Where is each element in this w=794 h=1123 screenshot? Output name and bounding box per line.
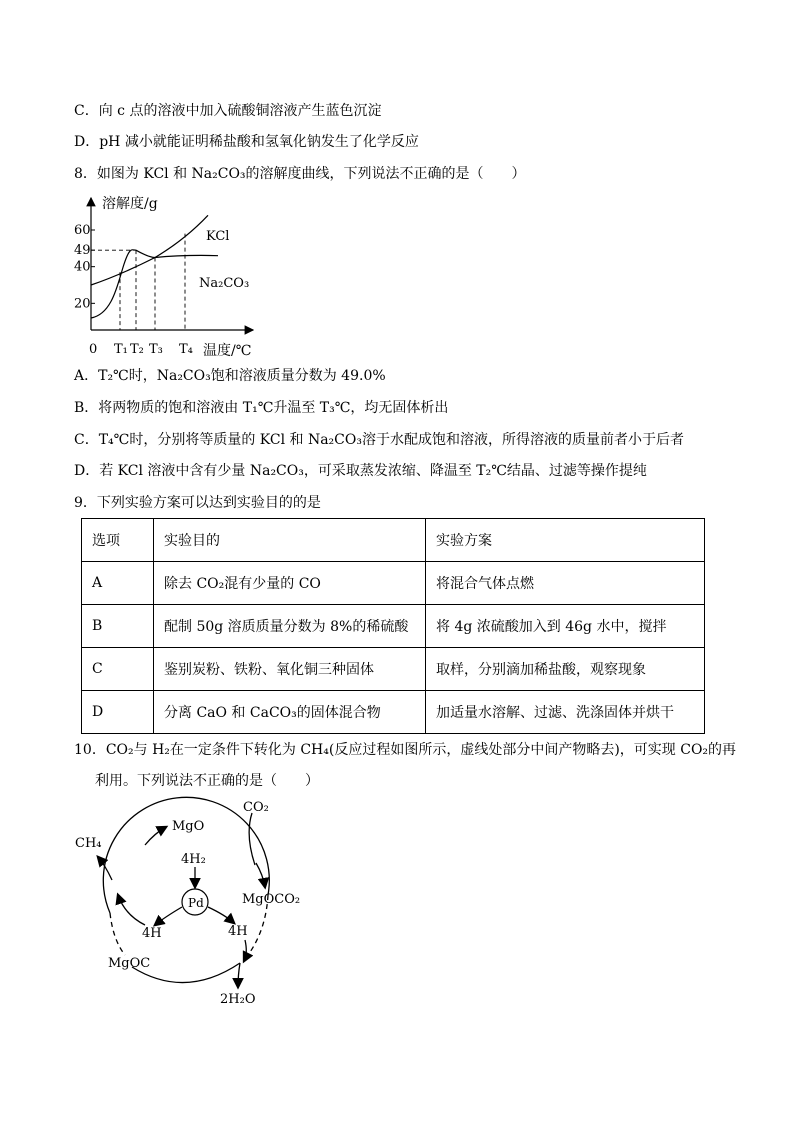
row-plan: 取样，分别滴加稀盐酸，观察现象 (426, 648, 705, 691)
row-purpose: 鉴别炭粉、铁粉、氧化铜三种固体 (154, 648, 426, 691)
reaction-cycle-diagram (70, 795, 320, 1015)
arrow-pd-to-right-h (208, 907, 234, 923)
row-purpose: 除去 CO₂混有少量的 CO (154, 562, 426, 605)
x-tick-label: T₁ (114, 342, 128, 357)
header-option: 选项 (82, 519, 154, 562)
q8-option-a: A．T₂℃时，Na₂CO₃饱和溶液质量分数为 49.0% (74, 368, 386, 384)
row-purpose: 配制 50g 溶质质量分数为 8%的稀硫酸 (154, 605, 426, 648)
label-h2o: 2H₂O (220, 992, 256, 1007)
y-tick-label: 49 (74, 243, 91, 259)
solubility-chart (70, 190, 260, 362)
table-row (82, 605, 705, 648)
label-h-left: 4H (142, 926, 162, 941)
row-option: B (82, 605, 154, 648)
label-pd: Pd (188, 896, 204, 910)
q8-stem: 8．如图为 KCl 和 Na₂CO₃的溶解度曲线，下列说法不正确的是（ ） (74, 166, 526, 182)
x-tick-label: T₂ (130, 342, 144, 357)
label-mgo: MgO (172, 819, 205, 834)
row-plan: 将 4g 浓硫酸加入到 46g 水中，搅拌 (426, 605, 705, 648)
table-row (82, 648, 705, 691)
table-row (82, 691, 705, 734)
label-h-right: 4H (228, 924, 248, 939)
arrow-to-mgo (145, 827, 166, 845)
header-plan: 实验方案 (426, 519, 705, 562)
x-tick-label: T₃ (149, 342, 163, 357)
table-row (82, 562, 705, 605)
y-tick-label: 20 (74, 296, 91, 312)
y-tick-label: 60 (74, 223, 91, 238)
row-purpose: 分离 CaO 和 CaCO₃的固体混合物 (154, 691, 426, 734)
row-option: A (82, 562, 154, 605)
q9-stem: 9．下列实验方案可以达到实验目的的是 (74, 495, 321, 511)
legend-na2co3: Na₂CO₃ (199, 276, 250, 291)
label-ch4: CH₄ (75, 836, 102, 851)
arrow-right-h-down (244, 940, 246, 961)
arrow-ch4-out (98, 857, 112, 880)
q7-option-d: D．pH 减小就能证明稀盐酸和氢氧化钠发生了化学反应 (74, 134, 419, 150)
row-option: C (82, 648, 154, 691)
y-axis-label: 溶解度/g (102, 196, 158, 212)
arrow-left-h-into-cycle (118, 895, 145, 925)
label-co2: CO₂ (243, 800, 269, 815)
q7-option-c: C．向 c 点的溶液中加入硫酸铜溶液产生蓝色沉淀 (74, 103, 382, 119)
y-tick-label: 40 (74, 259, 91, 275)
arrow-co2-in (249, 813, 255, 865)
q10-stem-line1: 10．CO₂与 H₂在一定条件下转化为 CH₄(反应过程如图所示，虚线处部分中间产物略去)，可实现 CO₂的再 (74, 742, 737, 758)
q8-option-c: C．T₄℃时，分别将等质量的 KCl 和 Na₂CO₃溶于水配成饱和溶液，所得溶液的质量前者小于后者 (74, 432, 684, 448)
x-tick-label: T₄ (179, 342, 193, 357)
header-purpose: 实验目的 (154, 519, 426, 562)
row-option: D (82, 691, 154, 734)
label-mgoc: MgOC (108, 956, 151, 971)
arrow-to-mgoco2 (256, 863, 265, 887)
cycle-arc-dashed-left (110, 913, 125, 955)
label-mgoco2: MgOCO₂ (242, 892, 301, 907)
arrow-h2o-out (238, 963, 240, 987)
q10-stem-line2: 利用。下列说法不正确的是（ ） (95, 773, 319, 789)
arrow-pd-to-left-h (155, 907, 182, 925)
table-header-row (82, 519, 705, 562)
row-plan: 加适量水溶解、过滤、洗涤固体并烘干 (426, 691, 705, 734)
row-plan: 将混合气体点燃 (426, 562, 705, 605)
legend-kcl: KCl (206, 229, 230, 244)
q8-option-d: D．若 KCl 溶液中含有少量 Na₂CO₃，可采取蒸发浓缩、降温至 T₂℃结晶、过滤等操作提纯 (74, 463, 647, 479)
x-axis-label: 温度/℃ (203, 343, 252, 359)
origin-label: 0 (89, 342, 98, 357)
experiment-table (81, 518, 705, 734)
q8-option-b: B．将两物质的饱和溶液由 T₁℃升温至 T₃℃，均无固体析出 (74, 400, 449, 416)
label-h2: 4H₂ (181, 852, 206, 867)
